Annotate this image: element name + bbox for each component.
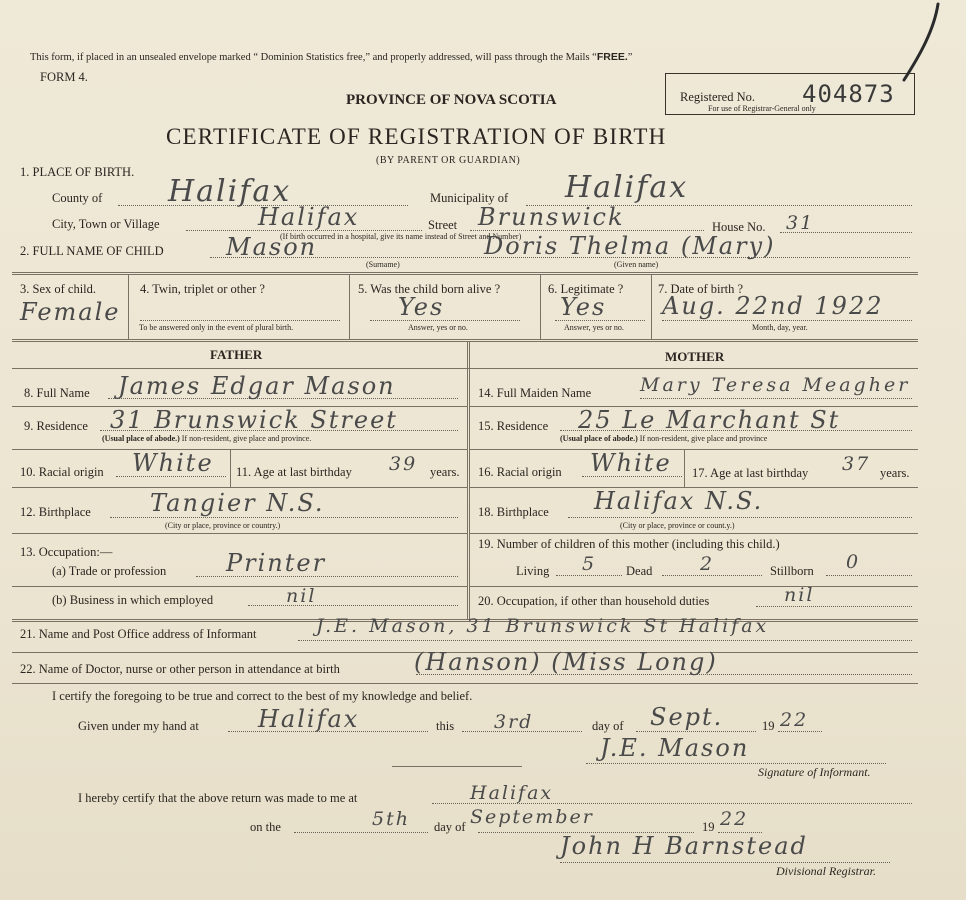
- trade-value: Printer: [226, 549, 327, 577]
- legitimate-rule: [555, 320, 645, 321]
- given-label: Given under my hand at: [78, 719, 199, 733]
- mother-birthplace-value: Halifax N.S.: [594, 487, 764, 515]
- city-value: Halifax: [258, 203, 360, 231]
- informant-label: 21. Name and Post Office address of Informant: [20, 627, 257, 641]
- father-birthplace-label: 12. Birthplace: [20, 505, 91, 519]
- doctor-value: (Hanson) (Miss Long): [414, 648, 718, 676]
- county-value: Halifax: [168, 174, 292, 209]
- dob-value: Aug. 22nd 1922: [662, 292, 884, 320]
- informant-signature-rule: [586, 763, 886, 764]
- certificate-title: CERTIFICATE OF REGISTRATION OF BIRTH: [166, 124, 667, 149]
- sex-label: 3. Sex of child.: [20, 282, 97, 296]
- father-race-label: 10. Racial origin: [20, 465, 104, 479]
- children-label: 19. Number of children of this mother (including this child.): [478, 537, 780, 551]
- row-divider: [470, 533, 918, 534]
- municipality-label: Municipality of: [430, 191, 509, 205]
- dead-value: 2: [700, 553, 715, 575]
- dob-note: Month, day, year.: [752, 323, 808, 332]
- col-divider: [349, 275, 350, 340]
- living-rule: [556, 575, 622, 576]
- twin-note: To be answered only in the event of plural birth.: [139, 323, 294, 332]
- dead-rule: [662, 575, 762, 576]
- alive-rule: [370, 320, 520, 321]
- reg-year-prefix: 19: [702, 820, 715, 834]
- registrar-statement: I hereby certify that the above return was made to me at: [78, 791, 358, 805]
- house-label: House No.: [712, 220, 766, 234]
- row-divider: [12, 449, 468, 450]
- year-prefix: 19: [762, 719, 775, 733]
- registered-number: 404873: [802, 80, 895, 108]
- parents-divider: [467, 342, 470, 620]
- note-part: If non-resident, give place and province: [639, 434, 768, 443]
- col-divider: [128, 275, 129, 340]
- col-divider: [230, 449, 231, 487]
- dob-rule: [662, 320, 912, 321]
- mother-birthplace-note: (City or place, province or count.y.): [620, 521, 735, 530]
- province-heading: PROVINCE OF NOVA SCOTIA: [346, 92, 557, 108]
- trade-label: (a) Trade or profession: [52, 564, 167, 578]
- note-part: If non-resident, give place and province.: [181, 434, 312, 443]
- father-name-label: 8. Full Name: [24, 386, 90, 400]
- mother-occupation-label: 20. Occupation, if other than household duties: [478, 594, 710, 608]
- registrar-signature-rule: [560, 862, 890, 863]
- informant-signature-caption: Signature of Informant.: [758, 765, 871, 779]
- hospital-note: (If birth occurred in a hospital, give its name instead of Street and Number): [280, 232, 522, 241]
- father-birthplace-note: (City or place, province or country.): [165, 521, 281, 530]
- mother-residence-value: 25 Le Marchant St: [578, 406, 841, 434]
- registrar-signature: John H Barnstead: [560, 832, 808, 860]
- stillborn-label: Stillborn: [770, 564, 814, 578]
- year-value: 22: [780, 709, 809, 731]
- father-age-value: 39: [389, 453, 418, 475]
- reg-month-value: September: [470, 806, 594, 828]
- registrar-place-value: Halifax: [470, 782, 554, 804]
- row-divider: [12, 339, 918, 342]
- dob-label: 7. Date of birth ?: [658, 282, 744, 296]
- legitimate-value: Yes: [560, 293, 607, 321]
- on-the-label: on the: [250, 820, 281, 834]
- reg-year-value: 22: [720, 808, 749, 830]
- father-birthplace-rule: [110, 517, 458, 518]
- given-place-value: Halifax: [258, 705, 360, 733]
- mother-heading: MOTHER: [665, 349, 725, 364]
- mother-birthplace-label: 18. Birthplace: [478, 505, 549, 519]
- year-rule: [778, 731, 822, 732]
- row-divider: [12, 586, 468, 587]
- month-value: Sept.: [650, 703, 724, 731]
- mother-name-rule: [640, 398, 912, 399]
- doctor-label: 22. Name of Doctor, nurse or other person in attendance at birth: [20, 662, 340, 676]
- stillborn-rule: [826, 575, 912, 576]
- father-residence-value: 31 Brunswick Street: [110, 406, 398, 434]
- father-years: years.: [430, 465, 460, 479]
- mother-age-label: 17. Age at last birthday: [692, 466, 809, 480]
- col-divider: [651, 275, 652, 340]
- note-part: (Usual place of abode.): [560, 434, 638, 443]
- mother-name-label: 14. Full Maiden Name: [478, 386, 592, 400]
- given-caption: (Given name): [614, 260, 659, 269]
- father-age-label: 11. Age at last birthday: [236, 465, 352, 479]
- city-label: City, Town or Village: [52, 217, 160, 231]
- day-of-label: day of: [592, 719, 624, 733]
- father-birthplace-value: Tangier N.S.: [150, 489, 325, 517]
- row-divider: [12, 487, 468, 488]
- alive-value: Yes: [398, 293, 445, 321]
- informant-rule: [298, 640, 912, 641]
- child-surname-value: Mason: [226, 233, 318, 261]
- note-part: (Usual place of abode.): [102, 434, 180, 443]
- surname-caption: (Surname): [366, 260, 400, 269]
- father-name-value: James Edgar Mason: [118, 372, 396, 400]
- certificate-subtitle: (BY PARENT OR GUARDIAN): [376, 155, 521, 166]
- legitimate-label: 6. Legitimate ?: [548, 282, 624, 296]
- registrar-caption: Divisional Registrar.: [776, 864, 877, 878]
- occupation-label: 13. Occupation:—: [20, 545, 113, 559]
- mother-years: years.: [880, 466, 910, 480]
- col-divider: [540, 275, 541, 340]
- mother-residence-label: 15. Residence: [478, 419, 549, 433]
- row-divider-top: [12, 272, 918, 275]
- street-value: Brunswick: [478, 203, 625, 231]
- this-label: this: [436, 719, 455, 733]
- month-rule: [636, 731, 756, 732]
- day-value: 3rd: [494, 711, 534, 733]
- reg-day-rule: [294, 832, 428, 833]
- col-divider: [684, 449, 685, 487]
- sex-value: Female: [20, 298, 121, 326]
- ink-mark-icon: [890, 0, 950, 90]
- business-rule: [248, 605, 458, 606]
- row-divider: [12, 368, 918, 369]
- reg-day-value: 5th: [372, 808, 410, 830]
- child-given-value: Doris Thelma (Mary): [484, 232, 776, 260]
- mail-notice: [30, 51, 632, 63]
- mail-notice-close: ”: [627, 52, 633, 63]
- father-race-value: White: [132, 449, 214, 477]
- certify-statement: I certify the foregoing to be true and correct to the best of my knowledge and belief.: [52, 689, 473, 703]
- municipality-value: Halifax: [565, 170, 689, 205]
- father-residence-note: [102, 434, 311, 443]
- twin-rule: [140, 320, 340, 321]
- mother-race-value: White: [590, 449, 672, 477]
- living-value: 5: [582, 553, 597, 575]
- county-label: County of: [52, 191, 103, 205]
- row-divider: [470, 449, 918, 450]
- row-divider: [12, 683, 918, 684]
- stillborn-value: 0: [846, 551, 861, 573]
- twin-label: 4. Twin, triplet or other ?: [140, 282, 265, 296]
- legitimate-note: Answer, yes or no.: [564, 323, 624, 332]
- reg-day-of-label: day of: [434, 820, 466, 834]
- form-number: FORM 4.: [40, 70, 88, 84]
- alive-note: Answer, yes or no.: [408, 323, 468, 332]
- registered-note: For use of Registrar-General only: [708, 104, 816, 113]
- mother-residence-note: [560, 434, 767, 443]
- signature-dash: [392, 766, 522, 767]
- alive-label: 5. Was the child born alive ?: [358, 282, 501, 296]
- street-label: Street: [428, 218, 458, 232]
- mother-occupation-value: nil: [784, 584, 815, 606]
- living-label: Living: [516, 564, 550, 578]
- business-value: nil: [286, 585, 317, 607]
- child-name-label: 2. FULL NAME OF CHILD: [20, 244, 164, 258]
- mail-notice-text: This form, if placed in an unsealed envelope marked “ Dominion Statistics free,” and properly addressed, will pass through the Mails “: [30, 52, 597, 63]
- father-heading: FATHER: [210, 347, 263, 362]
- mother-race-label: 16. Racial origin: [478, 465, 562, 479]
- mother-age-value: 37: [842, 453, 871, 475]
- place-of-birth-label: 1. PLACE OF BIRTH.: [20, 165, 135, 179]
- informant-signature: J.E. Mason: [600, 734, 750, 762]
- father-residence-label: 9. Residence: [24, 419, 88, 433]
- mother-birthplace-rule: [568, 517, 912, 518]
- house-value: 31: [786, 212, 815, 234]
- mother-name-value: Mary Teresa Meagher: [640, 374, 911, 396]
- informant-value: J.E. Mason, 31 Brunswick St Halifax: [316, 615, 770, 637]
- registered-label: Registered No.: [680, 90, 755, 104]
- mail-notice-free: FREE.: [596, 51, 628, 63]
- mother-occupation-rule: [756, 606, 912, 607]
- business-label: (b) Business in which employed: [52, 593, 214, 607]
- row-divider: [470, 586, 918, 587]
- dead-label: Dead: [626, 564, 653, 578]
- row-divider: [12, 533, 468, 534]
